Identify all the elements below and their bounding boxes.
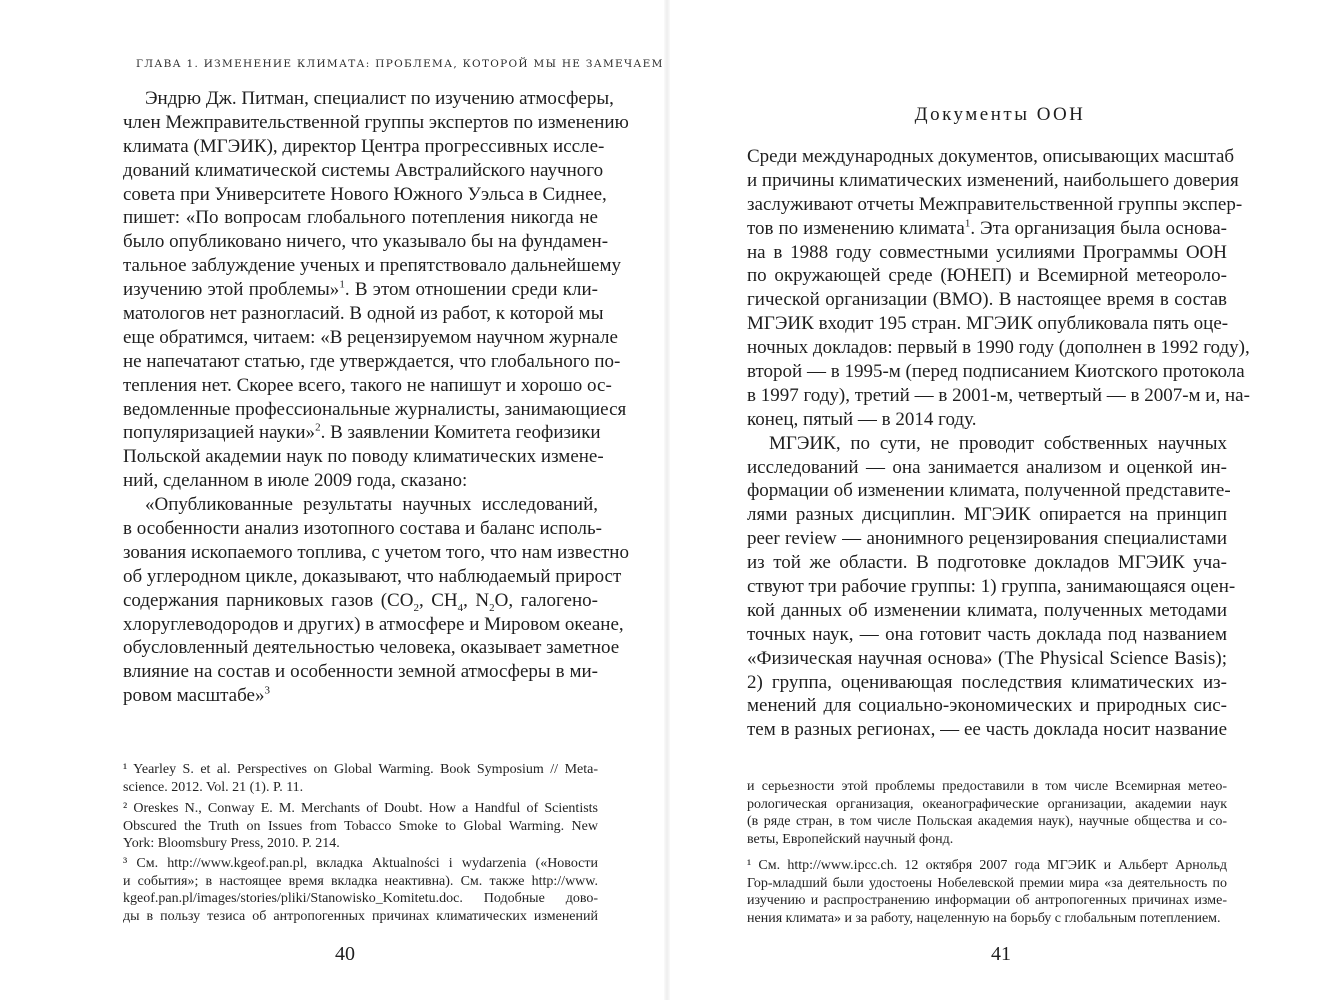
body-line: климата (МГЭИК), директор Центра прогрессивных иссле- <box>123 135 605 157</box>
footnote-line: ² Oreskes N., Conway E. M. Merchants of Doubt. How a Handful of Scientists <box>123 801 598 816</box>
quote-line <box>123 589 598 613</box>
line-text: содержания парниковых газов (CO <box>123 589 414 611</box>
body-line: член Межправительственной группы экспертов по изменению <box>123 111 629 133</box>
line-text: , N <box>463 589 490 611</box>
footnote-line: ¹ См. http://www.ipcc.ch. 12 октября 2007 года МГЭИК и Альберт Арнольд <box>747 858 1227 873</box>
body-line: в 1997 году), третий — в 2001-м, четвертый — в 2007-м и, на- <box>747 384 1250 406</box>
footnote-line: kgeof.pan.pl/images/stories/pliki/Stanowisko_Komitetu.doc. Подобные дово- <box>123 891 598 906</box>
line-text: O, галогено- <box>494 589 598 611</box>
quote-line: хлоруглеводородов и других) в атмосфере и Мировом океане, <box>123 613 624 635</box>
body-line: дований климатической системы Австралийского научного <box>123 159 604 181</box>
body-line: Польской академии наук по поводу климатических измене- <box>123 446 604 468</box>
body-line: Среди международных документов, описывающих масштаб <box>747 146 1235 167</box>
body-line: заслуживают отчеты Межправительственной группы экспер- <box>747 193 1243 215</box>
line-text: . Эта организация была основа- <box>970 217 1227 239</box>
body-line: лями разных дисциплин. МГЭИК опирается на принцип <box>747 504 1227 526</box>
footnote-line: нения климата» и за работу, нацеленную на борьбу с глобальным потеплением. <box>747 910 1221 926</box>
line-text: . В этом отношении среди кли- <box>344 279 598 301</box>
footnote-line: (в ряде стран, в том числе Польская академия наук), научные общества и со- <box>747 814 1227 829</box>
body-line: второй — в 1995-м (перед подписанием Киотского протокола <box>747 361 1245 383</box>
running-head: ГЛАВА 1. ИЗМЕНЕНИЕ КЛИМАТА: ПРОБЛЕМА, КОТОРОЙ МЫ НЕ ЗАМЕЧАЕМ <box>136 58 664 70</box>
body-line: тем в разных регионах, — ее часть доклада носит название <box>747 719 1227 741</box>
body-line <box>123 278 598 302</box>
line-text: тов по изменению климата <box>747 217 965 239</box>
body-line: Эндрю Дж. Питман, специалист по изучению атмосферы, <box>145 88 614 109</box>
page-number: 41 <box>991 943 1011 965</box>
footnote-1 <box>747 857 1227 927</box>
quote-line <box>123 684 598 708</box>
footnote-line: ды в пользу тезиса об антропогенных причинах климатических изменений <box>123 908 598 924</box>
footnote-continued <box>747 778 1227 848</box>
quote-line: об углеродном цикле, доказывают, что наблюдаемый прирост <box>123 565 622 587</box>
body-line: ведомленные профессиональные журналисты, занимающиеся <box>123 398 627 420</box>
footnote-line: рологическая организация, океанографические организации, академии наук <box>747 796 1227 812</box>
body-line: формации об изменении климата, полученной представите- <box>747 480 1231 502</box>
line-text: ровом масштабе» <box>123 685 265 707</box>
line-text: , CH <box>418 589 458 611</box>
line-text: . В заявлении Комитета геофизики <box>320 422 601 444</box>
right-page <box>667 0 1333 1000</box>
footnote-line: и серьезности этой проблемы предоставили в том числе Всемирная метео- <box>747 779 1227 794</box>
body-line: ний, сделанном в июле 2009 года, сказано: <box>123 470 468 492</box>
footnote-3 <box>123 855 598 925</box>
body-line <box>123 421 601 445</box>
line-text: изучению этой проблемы» <box>123 279 340 301</box>
footnote-1 <box>123 761 598 796</box>
body-line: точных наук, — она готовит часть доклада под названием <box>747 623 1227 645</box>
body-line: из той же области. В подготовке докладов МГЭИК уча- <box>747 552 1227 574</box>
quote-line: «Опубликованные результаты научных исследований, <box>145 494 598 516</box>
body-line: было опубликовано ничего, что указывало бы на фундамен- <box>123 231 609 253</box>
body-line: исследований — она занимается анализом и оценкой ин- <box>747 456 1227 478</box>
left-body-text <box>123 87 629 708</box>
body-line: тепления нет. Скорее всего, такого не напишут и хорошо ос- <box>123 374 612 396</box>
body-line: ствуют три рабочие группы: 1) группа, занимающаяся оцен- <box>747 576 1236 598</box>
footnote-line: ³ См. http://www.kgeof.pan.pl, вкладка Aktualności i wydarzenia («Новости <box>123 856 598 871</box>
footnote-2 <box>123 800 598 853</box>
body-line: менений для социально-экономических и природных сис- <box>747 695 1227 717</box>
footnote-line: York: Bloomsbury Press, 2010. P. 214. <box>123 836 340 851</box>
footnote-ref: 1 <box>339 278 345 291</box>
body-line: и причины климатических изменений, наибольшего доверия <box>747 169 1239 191</box>
footnote-line: веты, Европейский научный фонд. <box>747 831 954 847</box>
subscript: 2 <box>489 601 495 614</box>
footnote-ref: 1 <box>964 217 971 230</box>
body-line: 2) группа, оценивающая последствия климатических из- <box>747 671 1227 693</box>
body-line: матологов нет разногласий. В одной из работ, к которой мы <box>123 303 604 325</box>
body-line: по окружающей среде (ЮНЕП) и Всемирной метеороло- <box>747 265 1227 287</box>
body-line: «Физическая научная основа» (The Physical Science Basis); <box>747 647 1227 669</box>
body-line <box>747 217 1227 241</box>
right-body-text <box>747 145 1250 742</box>
body-line: МГЭИК, по сути, не проводит собственных научных <box>769 432 1227 454</box>
quote-line: в особенности анализ изотопного состава и баланс исполь- <box>123 518 602 540</box>
body-line: совета при Университете Нового Южного Уэльса в Сиднее, <box>123 183 607 205</box>
body-line: ночных докладов: первый в 1990 году (дополнен в 1992 году), <box>747 337 1250 359</box>
body-line: МГЭИК входит 195 стран. МГЭИК опубликовала пять оце- <box>747 313 1229 335</box>
quote-line: зования ископаемого топлива, с учетом того, что нам известно <box>123 541 629 563</box>
page-number: 40 <box>335 943 355 965</box>
footnote-line: и события»; в настоящее время вкладка неактивна). См. также http://www. <box>123 873 598 889</box>
body-line: тальное заблуждение ученых и препятствовало дальнейшему <box>123 255 622 277</box>
quote-line: обусловленный деятельностью человека, оказывает заметное <box>123 637 620 659</box>
body-line: peer review — анонимного рецензирования специалистами <box>747 528 1227 550</box>
footnote-line: изучению и распространению информации об антропогенных причинах изме- <box>747 893 1227 908</box>
footnote-line: science. 2012. Vol. 21 (1). P. 11. <box>123 779 304 795</box>
section-title: Документы ООН <box>914 104 1086 125</box>
line-text: популяризацией науки» <box>123 422 316 444</box>
subscript: 2 <box>413 601 419 614</box>
footnote-line: Гор-младший были удостоены Нобелевской премии мира «за деятельность по <box>747 875 1227 891</box>
footnote-line: ¹ Yearley S. et al. Perspectives on Global Warming. Book Symposium // Meta- <box>123 762 598 777</box>
subscript: 4 <box>457 601 464 614</box>
footnote-ref: 2 <box>315 422 321 435</box>
body-line: кой данных об изменении климата, полученных методами <box>747 599 1227 621</box>
left-page <box>0 0 666 1000</box>
body-line: не напечатают статью, где утверждается, что глобального по- <box>123 350 621 372</box>
body-line: еще обратимся, читаем: «В рецензируемом научном журнале <box>123 326 618 348</box>
footnote-line: Obscured the Truth on Issues from Tobacco Smoke to Global Warming. New <box>123 818 598 834</box>
body-line: гической организации (ВМО). В настоящее время в состав <box>747 289 1227 311</box>
body-line: пишет: «По вопросам глобального потепления никогда не <box>123 207 598 229</box>
footnote-ref: 3 <box>264 684 270 697</box>
body-line: на в 1988 году совместными усилиями Программы ООН <box>747 241 1227 263</box>
body-line: конец, пятый — в 2014 году. <box>747 408 977 430</box>
quote-line: влияние на состав и особенности земной атмосферы в ми- <box>123 661 598 683</box>
